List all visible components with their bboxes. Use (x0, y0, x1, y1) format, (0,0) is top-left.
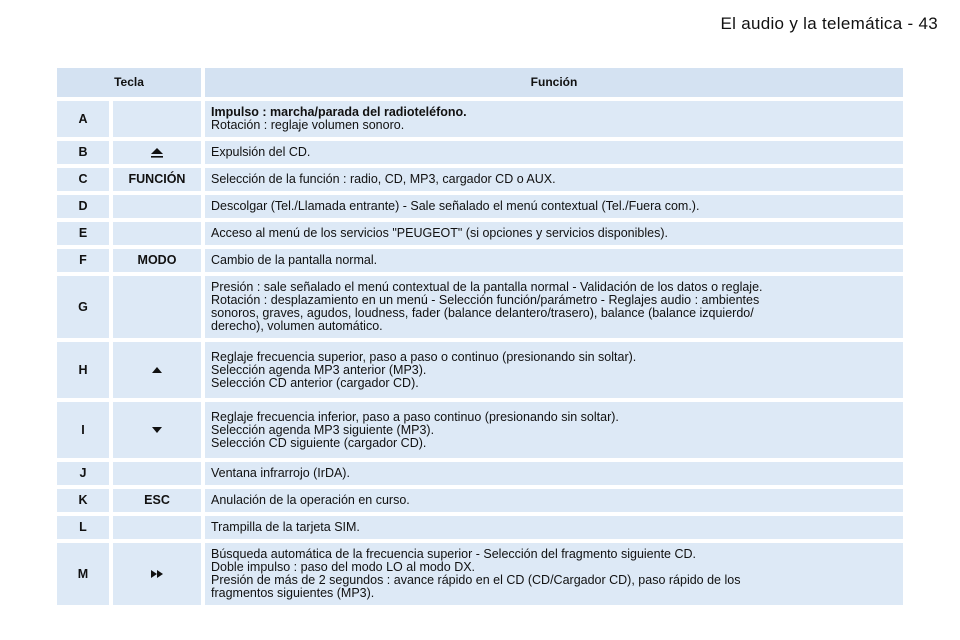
key-label: MODO (137, 253, 177, 267)
function-text-line: Selección CD siguiente (cargador CD). (211, 435, 427, 450)
row-key (113, 516, 201, 539)
function-text-line: Búsqueda automática de la frecuencia superior - Selección del fragmento siguiente CD. (211, 547, 696, 561)
row-letter: D (57, 195, 109, 218)
function-text-line: Presión de más de 2 segundos : avance rápido en el CD (CD/Cargador CD), paso rápido de los (211, 573, 741, 587)
function-text-line: Trampilla de la tarjeta SIM. (211, 520, 360, 534)
page-header: El audio y la telemática - 43 (720, 14, 938, 33)
row-key (113, 195, 201, 218)
table-row (57, 195, 903, 218)
key-label: FUNCIÓN (128, 172, 186, 186)
row-letter: M (57, 543, 109, 605)
key-label: ESC (144, 493, 170, 507)
function-text-line: Cambio de la pantalla normal. (211, 253, 378, 267)
table-row (57, 543, 903, 605)
row-key (113, 402, 201, 458)
function-text-line: Selección de la función : radio, CD, MP3, cargador CD o AUX. (211, 172, 556, 186)
row-letter: L (57, 516, 109, 539)
row-letter: K (57, 489, 109, 512)
row-letter: F (57, 249, 109, 272)
function-text-line: Selección agenda MP3 siguiente (MP3). (211, 422, 435, 437)
table-row (57, 101, 903, 137)
function-text-line: Impulso : marcha/parada del radioteléfono. (211, 105, 467, 119)
row-key (113, 168, 201, 191)
table-row (57, 276, 903, 338)
row-function (205, 402, 903, 458)
column-header-key: Tecla (57, 68, 201, 97)
row-letter: H (57, 342, 109, 398)
row-key (113, 141, 201, 164)
row-key (113, 276, 201, 338)
table-row (57, 516, 903, 539)
table-row (57, 489, 903, 512)
function-table (57, 68, 903, 605)
row-key (113, 342, 201, 398)
function-text-line: Expulsión del CD. (211, 145, 311, 159)
row-letter: G (57, 276, 109, 338)
function-text-line: Doble impulso : paso del modo LO al modo DX. (211, 560, 476, 574)
function-text-line: sonoros, graves, agudos, loudness, fader (balance delantero/trasero), balance (balance izquierdo/ (211, 306, 754, 320)
table-header-row (57, 68, 903, 97)
eject-icon (149, 147, 165, 159)
row-function (205, 222, 903, 245)
row-function (205, 276, 903, 338)
row-function (205, 489, 903, 512)
row-letter: C (57, 168, 109, 191)
function-text-line: fragmentos siguientes (MP3). (211, 586, 375, 600)
row-function (205, 168, 903, 191)
row-letter: E (57, 222, 109, 245)
row-key (113, 101, 201, 137)
function-text-line: Selección CD anterior (cargador CD). (211, 375, 419, 390)
row-letter: I (57, 402, 109, 458)
table-row (57, 141, 903, 164)
row-key (113, 462, 201, 485)
row-key (113, 489, 201, 512)
table-row (57, 402, 903, 458)
row-function (205, 101, 903, 137)
function-text-line: Anulación de la operación en curso. (211, 493, 410, 507)
row-letter: A (57, 101, 109, 137)
fast-forward-icon (150, 569, 164, 579)
up-arrow-icon (151, 366, 163, 374)
row-letter: J (57, 462, 109, 485)
row-function (205, 543, 903, 605)
row-function (205, 249, 903, 272)
function-text-line: Rotación : desplazamiento en un menú - Selección función/parámetro - Reglajes audio : ambientes (211, 293, 760, 307)
row-function (205, 462, 903, 485)
column-header-function: Función (205, 68, 903, 97)
row-key (113, 222, 201, 245)
row-key (113, 543, 201, 605)
function-text-line: Reglaje frecuencia superior, paso a paso o continuo (presionando sin soltar). (211, 349, 637, 364)
table-row (57, 342, 903, 398)
function-text-line: Selección agenda MP3 anterior (MP3). (211, 362, 427, 377)
row-function (205, 195, 903, 218)
table-row (57, 222, 903, 245)
function-text-line: Descolgar (Tel./Llamada entrante) - Sale señalado el menú contextual (Tel./Fuera com.). (211, 199, 700, 213)
row-key (113, 249, 201, 272)
row-function (205, 342, 903, 398)
table-row (57, 462, 903, 485)
row-function (205, 516, 903, 539)
function-text-line: Reglaje frecuencia inferior, paso a paso continuo (presionando sin soltar). (211, 409, 619, 424)
row-letter: B (57, 141, 109, 164)
function-text-line: Ventana infrarrojo (IrDA). (211, 466, 350, 480)
table-row (57, 168, 903, 191)
table-row (57, 249, 903, 272)
function-text-line: Acceso al menú de los servicios "PEUGEOT" (si opciones y servicios disponibles). (211, 226, 668, 240)
function-text-line: Rotación : reglaje volumen sonoro. (211, 118, 405, 132)
function-text-line: derecho), volumen automático. (211, 319, 383, 333)
down-arrow-icon (151, 426, 163, 434)
function-text-line: Presión : sale señalado el menú contextual de la pantalla normal - Validación de los datos o reglaje. (211, 280, 763, 294)
row-function (205, 141, 903, 164)
